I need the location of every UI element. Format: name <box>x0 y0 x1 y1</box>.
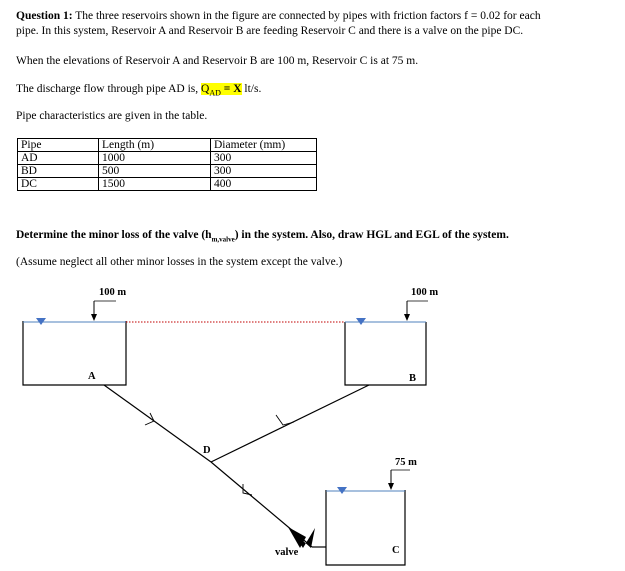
table-header: Pipe <box>18 139 99 152</box>
discharge-q: Q <box>201 83 210 95</box>
table-cell: 1500 <box>99 178 211 191</box>
determine-sub: m,valve <box>211 235 235 244</box>
table-intro: Pipe characteristics are given in the table. <box>16 110 208 122</box>
table-cell: BD <box>18 165 99 178</box>
table-cell: AD <box>18 152 99 165</box>
elevation-b-arrowhead <box>404 314 410 321</box>
question-text-1: The three reservoirs shown in the figure are connected by pipes with friction factors f = 0.02 for each <box>72 10 541 22</box>
elevation-b-label: 100 m <box>411 287 439 298</box>
reservoir-a-tank <box>23 321 126 385</box>
label-a: A <box>88 371 96 382</box>
table-cell: 1000 <box>99 152 211 165</box>
table-header: Length (m) <box>99 139 211 152</box>
table-header: Diameter (mm) <box>211 139 317 152</box>
elevation-a-arrowhead <box>91 314 97 321</box>
pipe-ad <box>104 385 211 462</box>
table-cell: 500 <box>99 165 211 178</box>
label-b: B <box>409 373 417 384</box>
elevation-c-arrowhead <box>388 483 394 490</box>
discharge-prefix: The discharge flow through pipe AD is, <box>16 83 202 95</box>
elevation-c-label: 75 m <box>395 457 417 468</box>
discharge-sub: AD <box>209 88 221 98</box>
determine-suffix: ) in the system. Also, draw HGL and EGL of the system. <box>234 229 509 241</box>
elevation-a-label: 100 m <box>99 287 127 298</box>
elevations-text: When the elevations of Reservoir A and Reservoir B are 100 m, Reservoir C is at 75 m. <box>16 55 419 67</box>
table-cell: 400 <box>211 178 317 191</box>
question-label: Question 1: <box>16 10 73 22</box>
discharge-unit: lt/s. <box>241 83 262 95</box>
determine-prefix: Determine the minor loss of the valve (h <box>16 229 212 241</box>
table-cell: 300 <box>211 165 317 178</box>
label-c: C <box>392 545 400 556</box>
table-cell: DC <box>18 178 99 191</box>
table-cell: 300 <box>211 152 317 165</box>
label-valve: valve <box>275 547 299 558</box>
question-text-2: pipe. In this system, Reservoir A and Reservoir B are feeding Reservoir C and there is a valve on the pipe DC. <box>16 25 524 37</box>
discharge-eq: = X <box>220 83 242 95</box>
label-d: D <box>203 445 211 456</box>
assume-text: (Assume neglect all other minor losses in the system except the valve.) <box>16 256 343 268</box>
